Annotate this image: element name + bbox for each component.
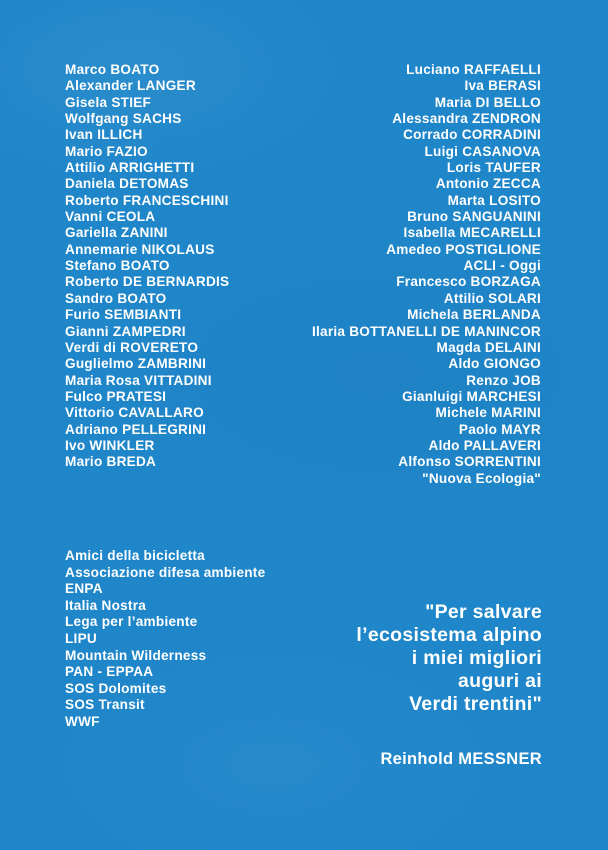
name-entry: Gariella ZANINI: [65, 225, 168, 241]
name-entry: Daniela DETOMAS: [65, 176, 189, 192]
name-entry: Ilaria BOTTANELLI DE MANINCOR: [311, 323, 541, 339]
quote-block: [356, 601, 542, 769]
name-entry: Alfonso SORRENTINI: [398, 454, 541, 470]
name-entry: Mario BREDA: [65, 454, 157, 470]
name-entry: Magda DELAINI: [436, 339, 541, 355]
name-entry: Gianluigi MARCHESI: [402, 388, 541, 404]
name-entry: Maria Rosa VITTADINI: [65, 372, 212, 388]
name-entry: Isabella MECARELLI: [403, 225, 541, 241]
quote-line: "Per salvare: [425, 601, 542, 623]
names-left-column: [65, 62, 229, 471]
name-entry: Corrado CORRADINI: [403, 127, 541, 143]
name-entry: Fulco PRATESI: [65, 388, 167, 404]
name-entry: Furio SEMBIANTI: [65, 307, 182, 323]
name-entry: Paolo MAYR: [458, 421, 541, 437]
name-entry: Alexander LANGER: [65, 78, 196, 94]
name-entry: Amedeo POSTIGLIONE: [386, 241, 541, 257]
name-entry: Michela BERLANDA: [407, 307, 541, 323]
name-entry: Attilio ARRIGHETTI: [65, 160, 195, 176]
name-entry: Bruno SANGUANINI: [407, 209, 541, 225]
name-entry: Maria DI BELLO: [434, 94, 541, 110]
quote-line: i miei migliori: [411, 647, 542, 669]
organization-entry: PAN - EPPAA: [65, 664, 154, 680]
name-entry: Guglielmo ZAMBRINI: [65, 356, 207, 372]
name-entry: Antonio ZECCA: [435, 176, 541, 192]
organization-entry: WWF: [65, 713, 100, 729]
organization-entry: LIPU: [65, 630, 97, 646]
organization-entry: Associazione difesa ambiente: [65, 564, 266, 580]
organization-entry: ENPA: [65, 581, 103, 597]
name-entry: Mario FAZIO: [65, 143, 148, 159]
quote-text: [356, 601, 542, 739]
name-entry: ACLI - Oggi: [463, 258, 541, 274]
name-entry: Luciano RAFFAELLI: [406, 62, 541, 77]
organization-entry: SOS Transit: [65, 697, 145, 713]
name-entry: Ivan ILLICH: [65, 127, 143, 143]
name-entry: Renzo JOB: [466, 372, 541, 388]
organization-entry: SOS Dolomites: [65, 680, 167, 696]
name-entry: Adriano PELLEGRINI: [65, 421, 207, 437]
name-entry: Marco BOATO: [65, 62, 160, 77]
name-entry: Vanni CEOLA: [65, 209, 156, 225]
organizations-list: [65, 548, 265, 731]
name-entry: Loris TAUFER: [446, 160, 541, 176]
name-entry: Attilio SOLARI: [443, 290, 541, 306]
name-entry: Annemarie NIKOLAUS: [65, 241, 215, 257]
name-entry: Aldo PALLAVERI: [428, 437, 541, 453]
organization-entry: Lega per l’ambiente: [65, 614, 198, 630]
organization-entry: Italia Nostra: [65, 597, 147, 613]
name-entry: Luigi CASANOVA: [424, 143, 541, 159]
name-entry: Iva BERASI: [464, 78, 541, 94]
name-entry: Stefano BOATO: [65, 258, 170, 274]
organization-entry: Amici della bicicletta: [65, 548, 205, 563]
name-entry: Roberto DE BERNARDIS: [65, 274, 230, 290]
quote-line: Verdi trentini": [409, 693, 542, 715]
name-entry: Roberto FRANCESCHINI: [65, 192, 229, 208]
organization-entry: Mountain Wilderness: [65, 647, 207, 663]
name-entry: Vittorio CAVALLARO: [65, 405, 204, 421]
name-entry: Gianni ZAMPEDRI: [65, 323, 186, 339]
quote-attribution: Reinhold MESSNER: [380, 750, 542, 768]
name-entry: Aldo GIONGO: [448, 356, 541, 372]
name-entry: Alessandra ZENDRON: [392, 111, 541, 127]
name-entry: "Nuova Ecologia": [422, 470, 541, 486]
name-entry: Wolfgang SACHS: [65, 111, 182, 127]
name-entry: Sandro BOATO: [65, 290, 167, 306]
name-entry: Michele MARINI: [435, 405, 541, 421]
quote-line: [356, 716, 542, 739]
quote-line: auguri ai: [458, 670, 542, 692]
name-entry: Ivo WINKLER: [65, 437, 155, 453]
names-right-column: [312, 62, 541, 487]
name-entry: Marta LOSITO: [447, 192, 541, 208]
name-entry: Verdi di ROVERETO: [65, 339, 199, 355]
quote-line: l’ecosistema alpino: [356, 624, 542, 646]
name-entry: Gisela STIEF: [65, 94, 152, 110]
name-entry: Francesco BORZAGA: [396, 274, 541, 290]
